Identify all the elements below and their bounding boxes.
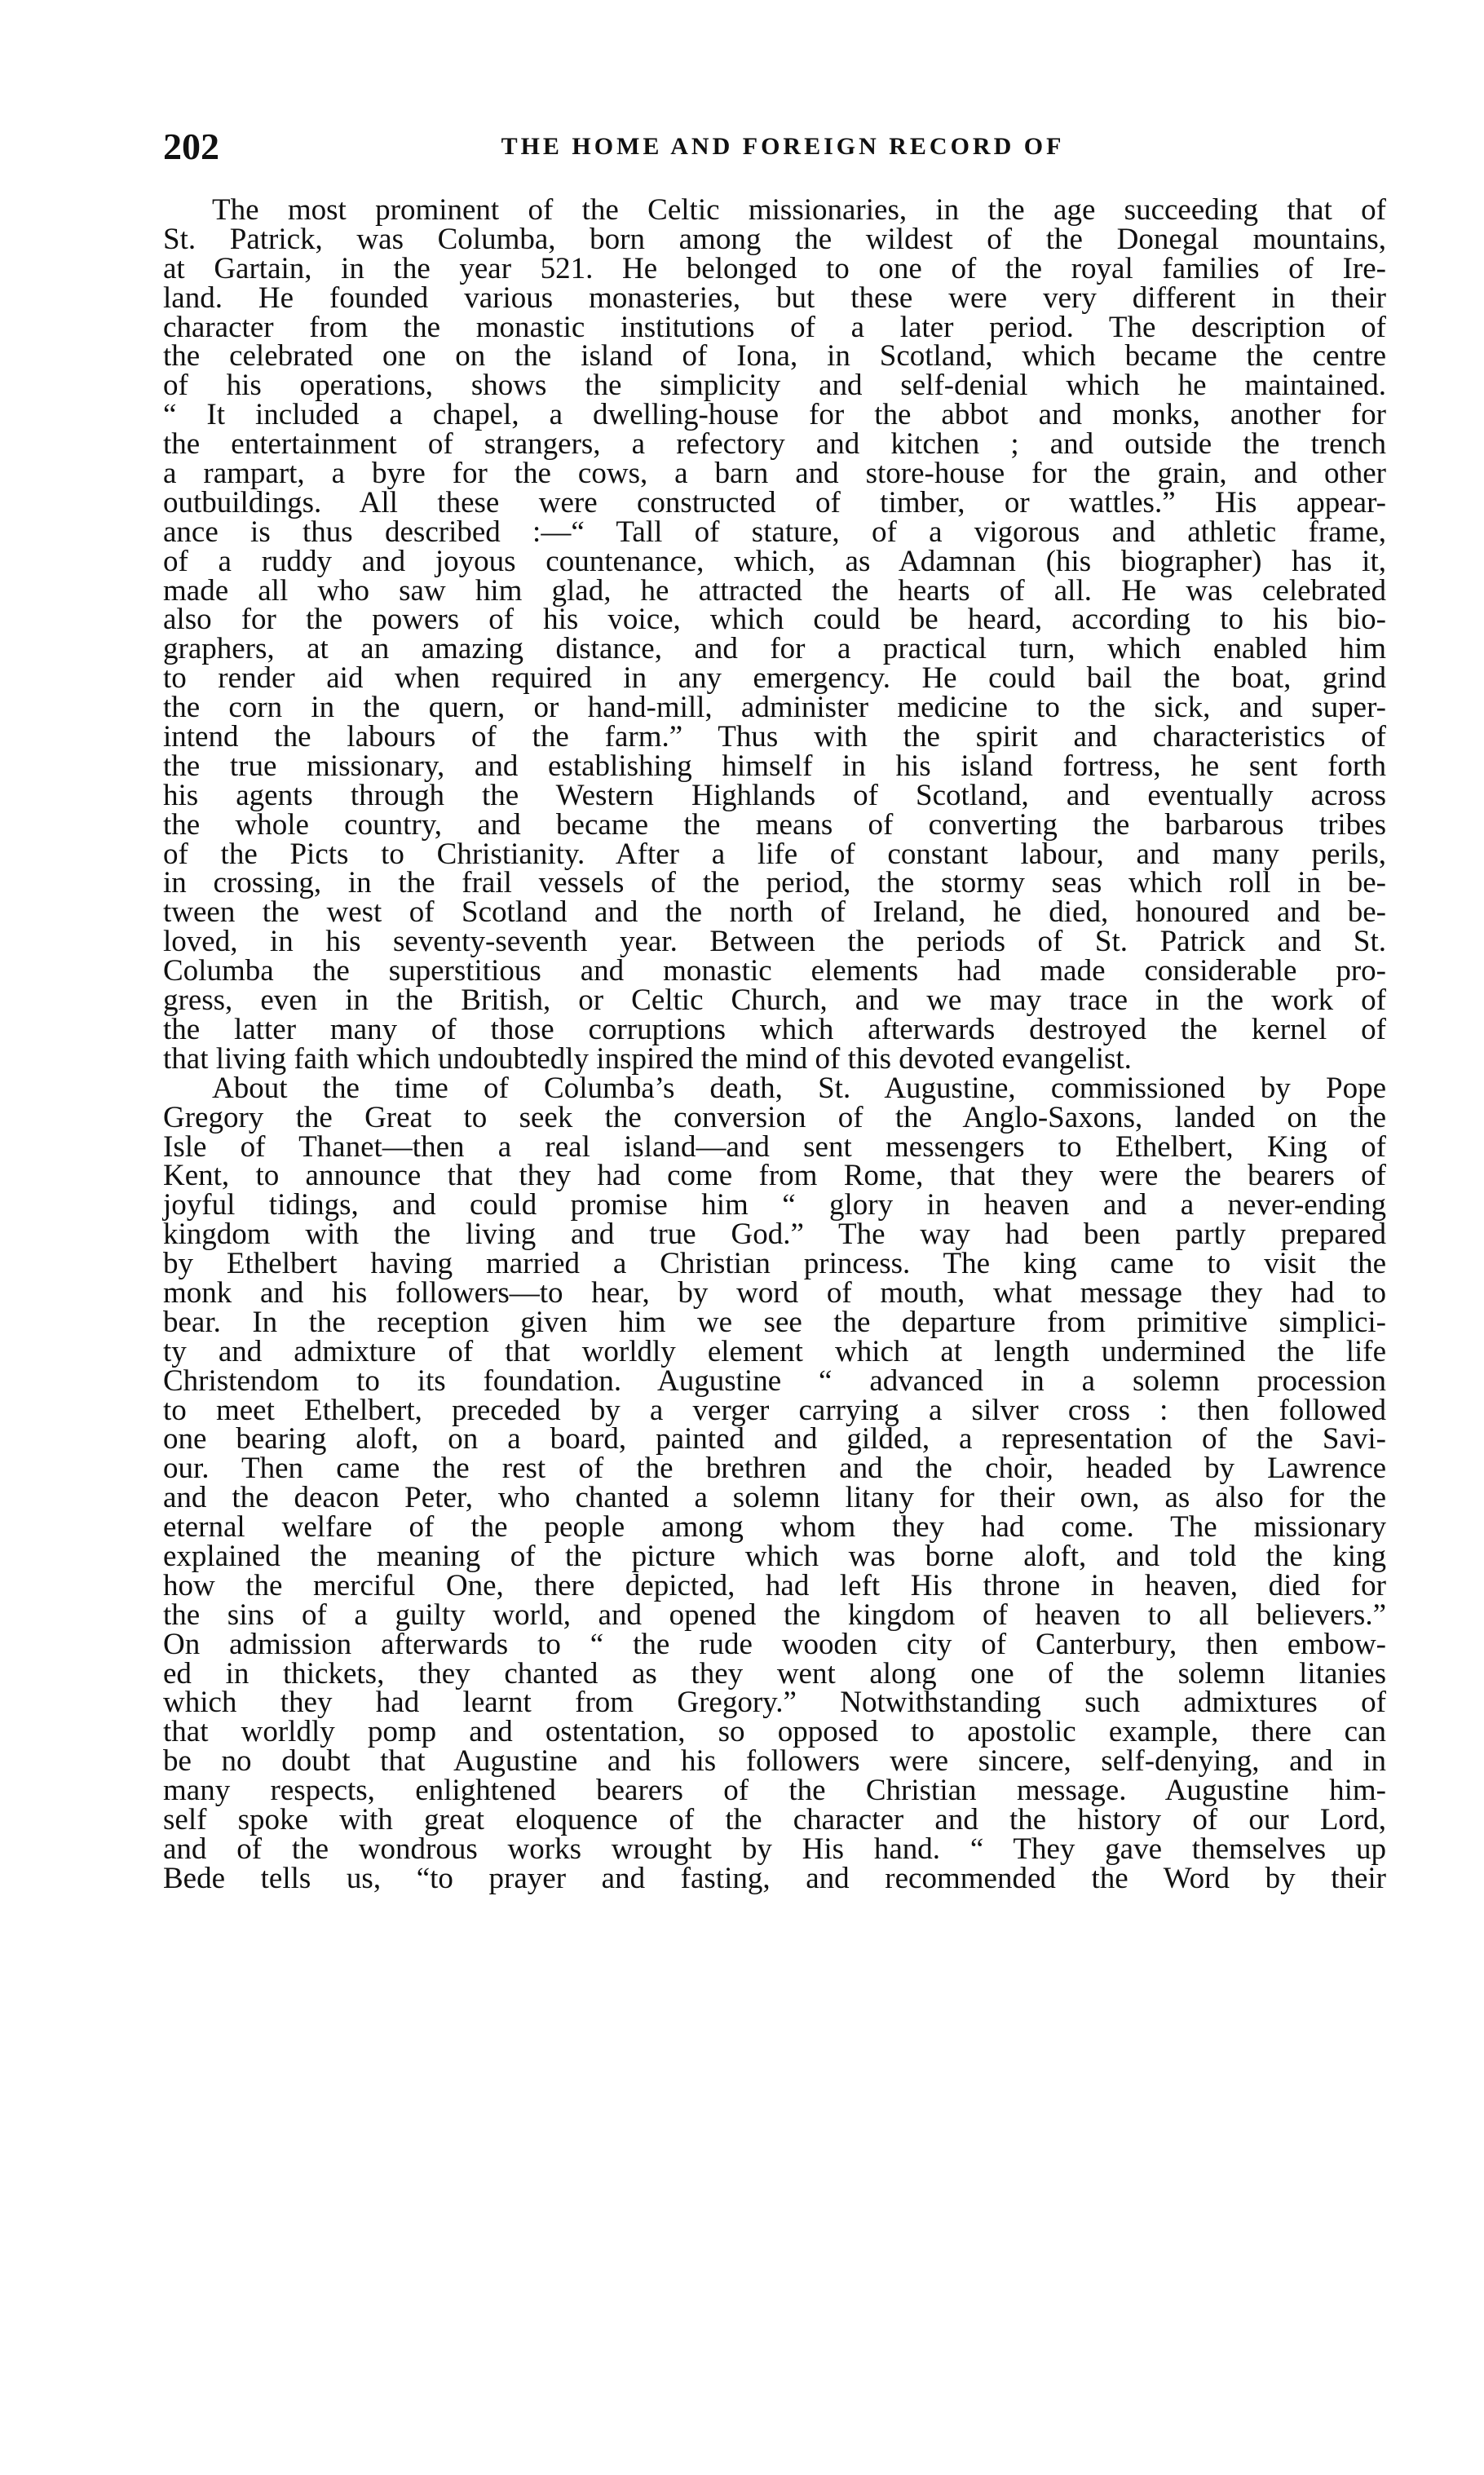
- text-line: that living faith which undoubtedly inspired the mind of this devoted evangelist.: [163, 1041, 1132, 1076]
- text-line: the true missionary, and establishing himself in his island fortress, he sent forth: [163, 749, 1386, 783]
- text-line: tween the west of Scotland and the north of Ireland, he died, honoured and be-: [163, 895, 1386, 930]
- text-line: that worldly pomp and ostentation, so opposed to apostolic example, there can: [163, 1715, 1386, 1749]
- text-line: intend the labours of the farm.” Thus with the spirit and characteristics of: [163, 720, 1386, 754]
- text-line: ance is thus described :—“ Tall of stature, of a vigorous and athletic frame,: [163, 515, 1386, 549]
- text-line: “ It included a chapel, a dwelling-house for the abbot and monks, another for: [163, 398, 1386, 432]
- running-title: THE HOME AND FOREIGN RECORD OF: [501, 133, 1065, 160]
- text-line: made all who saw him glad, he attracted the hearts of all. He was celebrated: [163, 573, 1386, 608]
- text-line: a rampart, a byre for the cows, a barn and store-house for the grain, and other: [163, 457, 1386, 491]
- text-line: ty and admixture of that worldly element which at length undermined the life: [163, 1334, 1386, 1368]
- text-line: how the merciful One, there depicted, had left His throne in heaven, died for: [163, 1568, 1386, 1602]
- text-line: graphers, at an amazing distance, and for a practical turn, which enabled him: [163, 632, 1386, 666]
- text-line: the corn in the quern, or hand-mill, administer medicine to the sick, and super-: [163, 691, 1386, 725]
- text-line: which they had learnt from Gregory.” Notwithstanding such admixtures of: [163, 1686, 1386, 1720]
- text-line: the entertainment of strangers, a refectory and kitchen ; and outside the trench: [163, 427, 1386, 462]
- text-line: bear. In the reception given him we see the departure from primitive simplici-: [163, 1305, 1386, 1339]
- text-line: by Ethelbert having married a Christian princess. The king came to visit the: [163, 1247, 1386, 1281]
- text-line: Bede tells us, “to prayer and fasting, and recommended the Word by their: [163, 1861, 1386, 1895]
- text-line: Gregory the Great to seek the conversion of the Anglo-Saxons, landed on the: [163, 1100, 1386, 1134]
- text-line: On admission afterwards to “ the rude wooden city of Canterbury, then embow-: [163, 1627, 1386, 1661]
- text-line: Isle of Thanet—then a real island—and sent messengers to Ethelbert, King of: [163, 1129, 1386, 1164]
- text-line: be no doubt that Augustine and his followers were sincere, self-denying, and in: [163, 1744, 1386, 1779]
- text-line: and of the wondrous works wrought by His hand. “ They gave themselves up: [163, 1832, 1386, 1866]
- text-line: joyful tidings, and could promise him “ glory in heaven and a never-ending: [163, 1188, 1386, 1222]
- text-line: Columba the superstitious and monastic elements had made considerable pro-: [163, 954, 1386, 988]
- text-line: Kent, to announce that they had come from Rome, that they were the bearers of: [163, 1159, 1386, 1193]
- text-line: outbuildings. All these were constructed of timber, or wattles.” His appear-: [163, 485, 1386, 519]
- text-line: the whole country, and became the means of converting the barbarous tribes: [163, 807, 1386, 842]
- text-line: gress, even in the British, or Celtic Church, and we may trace in the work of: [163, 983, 1386, 1018]
- text-line: kingdom with the living and true God.” The way had been partly prepared: [163, 1218, 1386, 1252]
- text-line: of a ruddy and joyous countenance, which, as Adamnan (his biographer) has it,: [163, 544, 1386, 578]
- text-line: our. Then came the rest of the brethren and the choir, headed by Lawrence: [163, 1452, 1386, 1486]
- text-line: many respects, enlightened bearers of the Christian message. Augustine him-: [163, 1774, 1386, 1808]
- text-line: explained the meaning of the picture which was borne aloft, and told the king: [163, 1539, 1386, 1573]
- text-line: St. Patrick, was Columba, born among the wildest of the Donegal mountains,: [163, 222, 1386, 256]
- text-line: character from the monastic institutions of a later period. The description of: [163, 310, 1386, 344]
- page-number: 202: [163, 126, 219, 167]
- text-line: the celebrated one on the island of Iona, in Scotland, which became the centre: [163, 339, 1386, 373]
- text-line: The most prominent of the Celtic missionaries, in the age succeeding that of: [212, 193, 1386, 227]
- text-line: About the time of Columba’s death, St. Augustine, commissioned by Pope: [212, 1071, 1386, 1105]
- text-line: of his operations, shows the simplicity and self-denial which he maintained.: [163, 369, 1386, 403]
- text-line: his agents through the Western Highlands of Scotland, and eventually across: [163, 778, 1386, 812]
- body-text: [163, 193, 1386, 1895]
- text-line: ed in thickets, they chanted as they went along one of the solemn litanies: [163, 1656, 1386, 1691]
- text-line: to meet Ethelbert, preceded by a verger carrying a silver cross : then followed: [163, 1393, 1386, 1427]
- text-line: Christendom to its foundation. Augustine “ advanced in a solemn procession: [163, 1363, 1386, 1398]
- text-line: in crossing, in the frail vessels of the period, the stormy seas which roll in be-: [163, 866, 1386, 900]
- text-line: also for the powers of his voice, which could be heard, according to his bio-: [163, 603, 1386, 637]
- text-line: the sins of a guilty world, and opened the kingdom of heaven to all believers.”: [163, 1598, 1386, 1632]
- text-line: land. He founded various monasteries, but these were very different in their: [163, 281, 1386, 315]
- text-line: the latter many of those corruptions which afterwards destroyed the kernel of: [163, 1012, 1386, 1046]
- text-line: to render aid when required in any emergency. He could bail the boat, grind: [163, 661, 1386, 696]
- text-line: one bearing aloft, on a board, painted and gilded, a representation of the Savi-: [163, 1422, 1386, 1456]
- page-header: [163, 122, 1370, 171]
- text-line: eternal welfare of the people among whom they had come. The missionary: [163, 1510, 1386, 1545]
- text-line: at Gartain, in the year 521. He belonged to one of the royal families of Ire-: [163, 251, 1386, 285]
- text-line: loved, in his seventy-seventh year. Between the periods of St. Patrick and St.: [163, 925, 1386, 959]
- text-line: and the deacon Peter, who chanted a solemn litany for their own, as also for the: [163, 1481, 1386, 1515]
- text-line: monk and his followers—to hear, by word of mouth, what message they had to: [163, 1275, 1386, 1310]
- text-line: of the Picts to Christianity. After a life of constant labour, and many perils,: [163, 837, 1386, 871]
- text-line: self spoke with great eloquence of the character and the history of our Lord,: [163, 1802, 1386, 1836]
